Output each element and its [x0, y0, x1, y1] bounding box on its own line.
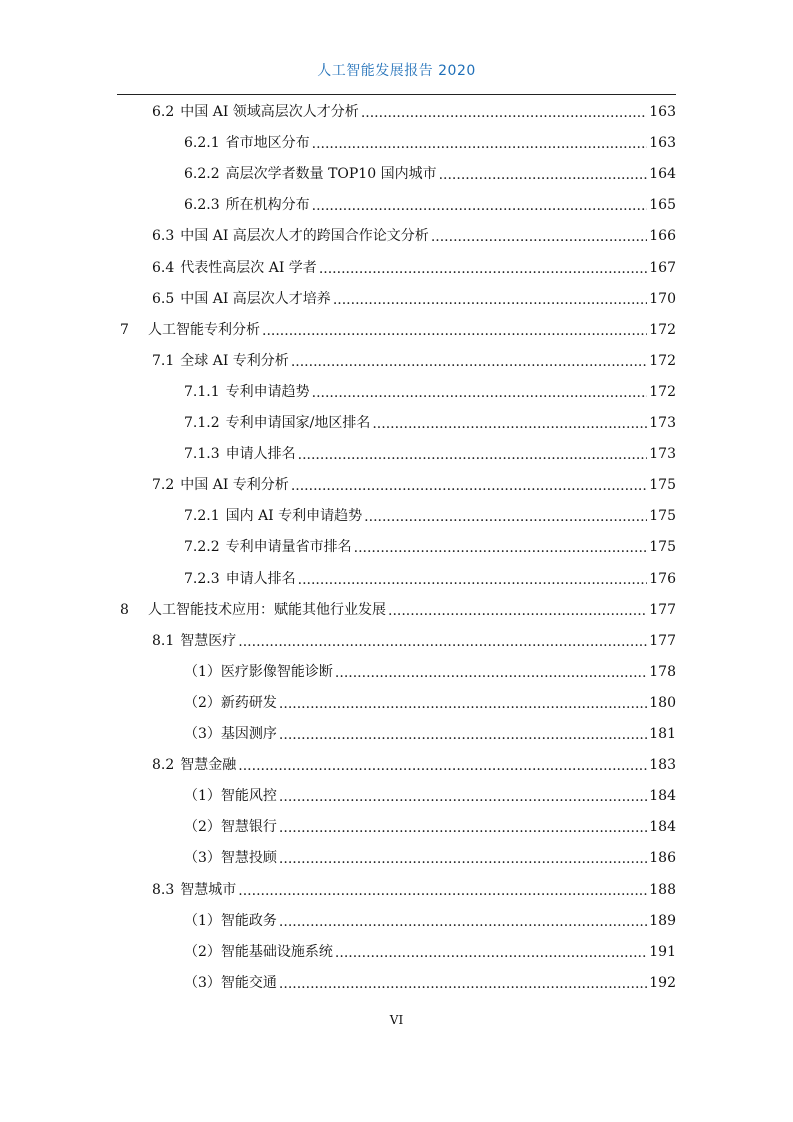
- toc-entry[interactable]: [184, 909, 676, 933]
- toc-entry-page-number: 188: [649, 881, 676, 898]
- toc-entry-title: 中国 AI 高层次人才的跨国合作论文分析: [180, 228, 429, 245]
- toc-entry-page-number: 164: [649, 166, 676, 183]
- toc-entry-page-number: 175: [649, 477, 676, 494]
- toc-dot-leader: [298, 443, 648, 467]
- toc-entry-page-number: 173: [649, 446, 676, 463]
- toc-entry-number: 7.1.3: [184, 446, 220, 463]
- toc-dot-leader: [372, 412, 647, 436]
- toc-entry-page-number: 173: [649, 415, 676, 431]
- toc-entry-page-number: 172: [649, 321, 676, 338]
- toc-dot-leader: [279, 910, 647, 934]
- toc-entry-number: 7.1.1: [184, 383, 220, 400]
- toc-dot-leader: [335, 661, 647, 685]
- toc-entry[interactable]: [184, 971, 676, 995]
- toc-entry-number: 6.2.2: [184, 166, 220, 183]
- toc-dot-leader: [312, 132, 648, 156]
- toc-entry[interactable]: [152, 256, 676, 280]
- toc-entry[interactable]: [184, 504, 676, 528]
- toc-entry-title: 申请人排名: [225, 446, 296, 463]
- toc-dot-leader: [298, 568, 648, 592]
- toc-entry-page-number: 172: [649, 383, 676, 400]
- toc-entry-title: 代表性高层次 AI 学者: [180, 259, 317, 276]
- toc-entry-title: 智慧城市: [180, 881, 237, 898]
- toc-dot-leader: [279, 785, 647, 809]
- toc-entry-page-number: 186: [649, 850, 676, 867]
- toc-entry-page-number: 166: [649, 228, 676, 245]
- toc-entry-page-number: 177: [649, 632, 676, 649]
- toc-entry-page-number: 163: [649, 135, 676, 152]
- toc-entry-number: 8.1: [152, 632, 175, 649]
- toc-dot-leader: [279, 816, 647, 840]
- toc-entry[interactable]: [184, 442, 676, 466]
- toc-dot-leader: [439, 163, 648, 187]
- toc-entry[interactable]: [120, 318, 676, 342]
- toc-entry-number: 7.2.2: [184, 539, 220, 556]
- toc-entry[interactable]: [184, 567, 676, 591]
- toc-entry-title: 专利申请量省市排名: [225, 539, 352, 556]
- toc-entry-number: 6.2.1: [184, 135, 220, 152]
- toc-dot-leader: [279, 847, 647, 871]
- page-number: VI: [389, 1013, 404, 1027]
- toc-dot-leader: [279, 972, 647, 996]
- toc-entry[interactable]: [184, 815, 676, 839]
- toc-entry-page-number: 178: [649, 663, 676, 680]
- toc-dot-leader: [364, 505, 647, 529]
- header-divider: [117, 94, 676, 95]
- toc-entry[interactable]: [184, 846, 676, 870]
- toc-entry[interactable]: [184, 535, 676, 559]
- toc-entry-title: 医疗影像智能诊断: [220, 663, 333, 680]
- toc-dot-leader: [238, 879, 647, 903]
- toc-dot-leader: [238, 630, 647, 654]
- toc-entry[interactable]: [184, 784, 676, 808]
- toc-entry[interactable]: [184, 193, 676, 217]
- toc-entry-number: （2）: [184, 819, 221, 836]
- toc-entry-number: （1）: [184, 663, 221, 680]
- toc-entry[interactable]: [120, 598, 676, 622]
- toc-entry-title: 专利申请国家/地区排名: [225, 415, 371, 431]
- toc-entry-title: 人工智能技术应用：赋能其他行业发展: [148, 601, 386, 618]
- toc-entry[interactable]: [184, 691, 676, 715]
- toc-entry-number: 7.2.3: [184, 570, 220, 587]
- toc-dot-leader: [291, 350, 647, 374]
- toc-entry-title: 人工智能专利分析: [148, 321, 260, 338]
- toc-entry-title: 专利申请趋势: [225, 383, 310, 400]
- toc-entry[interactable]: [152, 753, 676, 777]
- toc-entry-number: （1）: [184, 912, 221, 929]
- toc-entry[interactable]: [184, 162, 676, 186]
- toc-entry-title: 智能交通: [220, 974, 277, 991]
- toc-entry-page-number: 189: [649, 912, 676, 929]
- toc-entry-page-number: 191: [649, 943, 676, 960]
- toc-entry-page-number: 183: [649, 757, 676, 774]
- toc-entry-number: 6.2.3: [184, 197, 220, 214]
- toc-dot-leader: [361, 101, 647, 125]
- toc-dot-leader: [279, 692, 647, 716]
- toc-entry[interactable]: [184, 660, 676, 684]
- toc-entry-page-number: 184: [649, 819, 676, 836]
- toc-entry-title: 智慧银行: [220, 819, 277, 836]
- toc-entry-number: （2）: [184, 943, 221, 960]
- toc-entry-number: （2）: [184, 694, 221, 711]
- toc-entry[interactable]: [184, 131, 676, 155]
- toc-entry-page-number: 172: [649, 352, 676, 369]
- toc-dot-leader: [335, 941, 647, 965]
- toc-entry-page-number: 180: [649, 694, 676, 711]
- toc-entry-page-number: 175: [649, 539, 676, 556]
- toc-dot-leader: [262, 319, 647, 343]
- toc-entry-number: （3）: [184, 850, 221, 867]
- toc-entry-title: 中国 AI 高层次人才培养: [180, 290, 331, 307]
- toc-entry-title: 智慧金融: [180, 757, 237, 774]
- toc-entry-number: 6.4: [152, 259, 175, 276]
- running-header-title: 人工智能发展报告 2020: [317, 63, 476, 79]
- toc-entry-number: 7.1: [152, 352, 175, 369]
- toc-entry-number: （3）: [184, 974, 221, 991]
- toc-dot-leader: [388, 599, 647, 623]
- toc-entry-page-number: 192: [649, 974, 676, 991]
- toc-entry-number: 7.1.2: [184, 415, 220, 431]
- toc-entry[interactable]: [184, 722, 676, 746]
- toc-entry[interactable]: [184, 940, 676, 964]
- toc-entry[interactable]: [152, 224, 676, 248]
- toc-dot-leader: [312, 194, 648, 218]
- toc-entry[interactable]: [184, 411, 676, 435]
- toc-entry-number: （1）: [184, 788, 221, 805]
- toc-entry[interactable]: [152, 473, 676, 497]
- toc-entry-number: 8.2: [152, 757, 175, 774]
- toc-entry-page-number: 167: [649, 259, 676, 276]
- toc-entry-number: 8.3: [152, 881, 175, 898]
- toc-entry-title: 基因测序: [220, 726, 277, 742]
- toc-entry-title: 高层次学者数量 TOP10 国内城市: [225, 166, 437, 183]
- toc-entry-title: 智能政务: [220, 912, 277, 929]
- toc-entry[interactable]: [152, 287, 676, 311]
- toc-entry-page-number: 181: [649, 726, 676, 742]
- toc-entry[interactable]: [152, 100, 676, 124]
- toc-entry-number: （3）: [184, 726, 221, 742]
- toc-entry-page-number: 176: [649, 570, 676, 587]
- toc-entry-title: 新药研发: [220, 694, 277, 711]
- toc-entry-number: 8: [120, 601, 129, 618]
- toc-entry-number: 7: [120, 321, 129, 338]
- toc-entry[interactable]: [152, 349, 676, 373]
- toc-entry-number: 6.2: [152, 104, 175, 120]
- toc-entry-number: 7.2.1: [184, 508, 220, 525]
- toc-entry-title: 智能风控: [220, 788, 277, 805]
- toc-dot-leader: [291, 474, 647, 498]
- toc-dot-leader: [312, 381, 648, 405]
- toc-entry-title: 所在机构分布: [225, 197, 310, 214]
- toc-dot-leader: [354, 536, 648, 560]
- toc-entry-title: 申请人排名: [225, 570, 296, 587]
- toc-dot-leader: [319, 257, 647, 281]
- toc-entry-title: 智慧投顾: [220, 850, 277, 867]
- toc-entry-title: 国内 AI 专利申请趋势: [225, 508, 363, 525]
- toc-entry-page-number: 175: [649, 508, 676, 525]
- toc-entry-title: 全球 AI 专利分析: [180, 352, 289, 369]
- toc-entry[interactable]: [152, 629, 676, 653]
- toc-dot-leader: [279, 723, 647, 747]
- toc-entry-page-number: 170: [649, 290, 676, 307]
- toc-dot-leader: [333, 288, 647, 312]
- toc-entry-title: 智能基础设施系统: [220, 943, 333, 960]
- toc-entry-page-number: 184: [649, 788, 676, 805]
- toc-dot-leader: [238, 754, 647, 778]
- toc-entry-number: 6.5: [152, 290, 175, 307]
- toc-entry[interactable]: [152, 878, 676, 902]
- toc-entry-page-number: 177: [649, 601, 676, 618]
- toc-entry-title: 省市地区分布: [225, 135, 310, 152]
- toc-entry[interactable]: [184, 380, 676, 404]
- toc-entry-number: 7.2: [152, 477, 175, 494]
- toc-dot-leader: [431, 225, 647, 249]
- toc-entry-title: 智慧医疗: [180, 632, 237, 649]
- toc-entry-title: 中国 AI 专利分析: [180, 477, 289, 494]
- toc-entry-title: 中国 AI 领域高层次人才分析: [180, 104, 359, 120]
- toc-entry-page-number: 165: [649, 197, 676, 214]
- toc-entry-number: 6.3: [152, 228, 175, 245]
- toc-entry-page-number: 163: [649, 104, 676, 120]
